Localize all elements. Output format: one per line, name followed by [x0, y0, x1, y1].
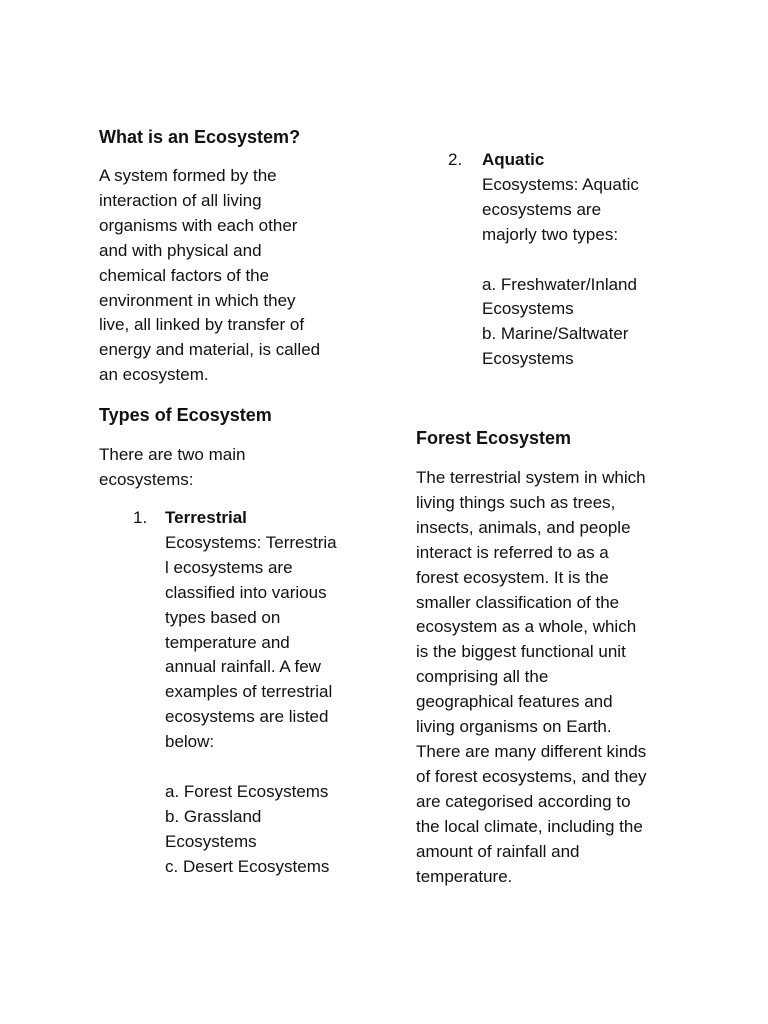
definition-line: energy and material, is called: [99, 340, 321, 360]
forest-line: geographical features and: [416, 692, 613, 712]
terrestrial-example: c. Desert Ecosystems: [165, 856, 330, 876]
forest-line: There are many different kinds: [416, 741, 647, 761]
definition-line: A system formed by the: [99, 166, 277, 185]
aquatic-content: [482, 148, 639, 372]
aquatic-example: a. Freshwater/Inland: [482, 274, 637, 294]
forest-line: living things such as trees,: [416, 492, 616, 512]
forest-line: living organisms on Earth.: [416, 717, 612, 737]
terrestrial-line: examples of terrestrial: [165, 682, 333, 702]
forest-line: smaller classification of the: [416, 592, 620, 612]
blank-line: [482, 248, 639, 273]
terrestrial-example: b. Grassland: [165, 806, 262, 826]
terrestrial-line: classified into various: [165, 582, 327, 602]
list-item-terrestrial: [99, 506, 369, 886]
definition-line: live, all linked by transfer of: [99, 315, 305, 335]
forest-line: forest ecosystem. It is the: [416, 567, 609, 587]
ecosystem-definition: [99, 164, 320, 388]
terrestrial-line: temperature and: [165, 632, 290, 652]
terrestrial-line: Ecosystems: Terrestria: [165, 532, 337, 552]
types-of-ecosystem-heading: Types of Ecosystem: [99, 405, 272, 425]
blank-line: [165, 755, 337, 780]
forest-line: the local climate, including the: [416, 816, 643, 836]
types-intro: [99, 443, 245, 493]
forest-line: of forest ecosystems, and they: [416, 766, 647, 786]
definition-line: and with physical and: [99, 240, 262, 260]
terrestrial-line: below:: [165, 732, 215, 752]
forest-line: The terrestrial system in which: [416, 468, 646, 487]
terrestrial-example: a. Forest Ecosystems: [165, 781, 329, 801]
aquatic-line: majorly two types:: [482, 224, 619, 244]
definition-line: interaction of all living: [99, 190, 262, 210]
forest-line: is the biggest functional unit: [416, 642, 626, 662]
forest-line: interact is referred to as a: [416, 542, 609, 562]
forest-ecosystem-paragraph: [416, 466, 647, 889]
forest-ecosystem-heading: Forest Ecosystem: [416, 428, 572, 448]
aquatic-example: Ecosystems: [482, 349, 574, 369]
list-item-aquatic: [416, 148, 686, 378]
terrestrial-content: [165, 506, 337, 880]
types-intro-line: ecosystems:: [99, 469, 194, 489]
aquatic-example: Ecosystems: [482, 299, 574, 319]
aquatic-title: Aquatic: [482, 150, 545, 169]
aquatic-example: b. Marine/Saltwater: [482, 324, 629, 344]
terrestrial-line: l ecosystems are: [165, 557, 293, 577]
terrestrial-line: types based on: [165, 607, 281, 627]
terrestrial-example: Ecosystems: [165, 831, 257, 851]
terrestrial-line: ecosystems are listed: [165, 707, 329, 727]
definition-line: chemical factors of the: [99, 265, 270, 285]
forest-line: amount of rainfall and: [416, 841, 580, 861]
forest-line: are categorised according to: [416, 791, 631, 811]
forest-line: ecosystem as a whole, which: [416, 617, 637, 637]
aquatic-line: Ecosystems: Aquatic: [482, 174, 639, 194]
definition-line: organisms with each other: [99, 215, 298, 235]
types-intro-line: There are two main: [99, 445, 246, 464]
forest-line: insects, animals, and people: [416, 517, 631, 537]
aquatic-line: ecosystems are: [482, 199, 602, 219]
forest-line: temperature.: [416, 866, 513, 886]
definition-line: an ecosystem.: [99, 365, 209, 385]
terrestrial-title: Terrestrial: [165, 508, 247, 527]
list-number: 2.: [448, 150, 463, 169]
list-number: 1.: [133, 508, 148, 527]
forest-line: comprising all the: [416, 667, 549, 687]
definition-line: environment in which they: [99, 290, 296, 310]
terrestrial-line: annual rainfall. A few: [165, 657, 321, 677]
what-is-ecosystem-heading: What is an Ecosystem?: [99, 127, 301, 147]
